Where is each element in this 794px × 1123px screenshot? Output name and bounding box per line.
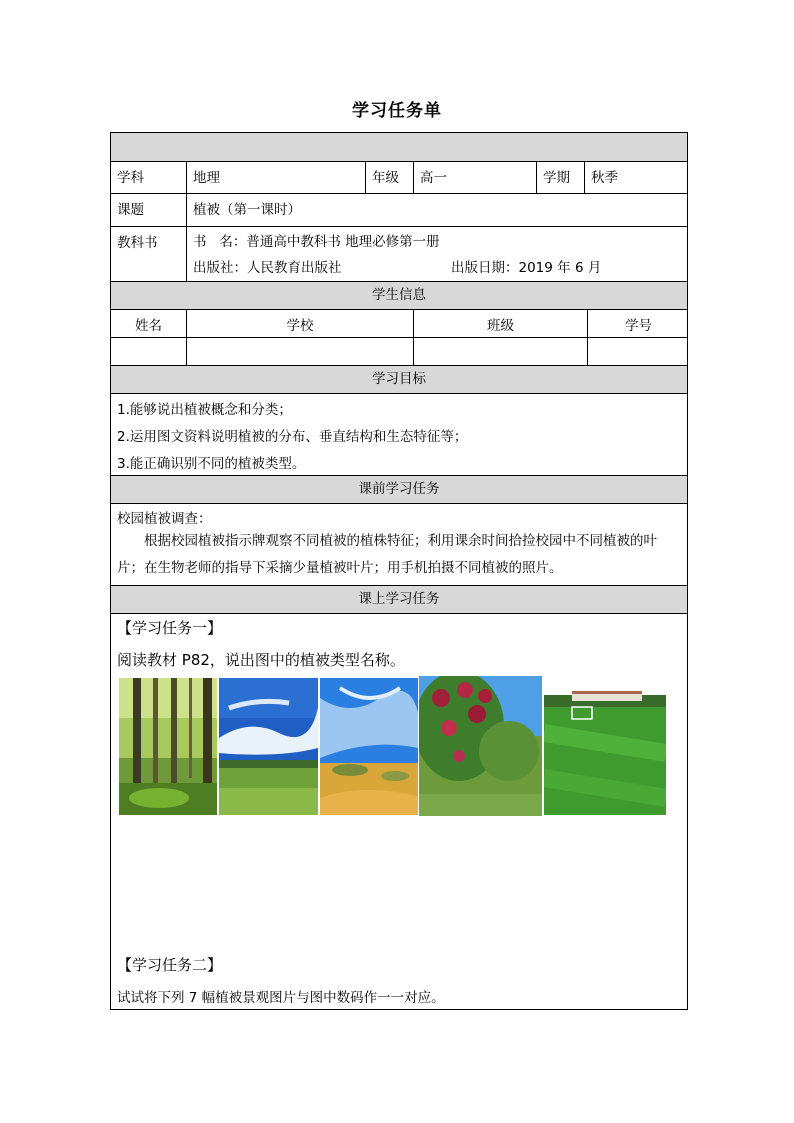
forest-photo <box>119 678 217 815</box>
term-label: 学期 <box>537 162 585 193</box>
book-name: 书 名：普通高中教科书 地理必修第一册 <box>193 234 440 250</box>
pre-task-body: 根据校园植被指示牌观察不同植被的植株特征；利用课余时间拾捡校园中不同植被的叶片；在生物老师的指导下采摘少量植被叶片；用手机拍摄不同植被的照片。 <box>117 533 657 576</box>
student-blank-row <box>111 338 687 366</box>
publish-date: 出版日期：2019 年 6 月 <box>451 260 602 276</box>
task1-text: 阅读教材 P82，说出图中的植被类型名称。 <box>117 651 405 669</box>
goal-item-3: 3.能正确识别不同的植被类型。 <box>117 456 306 472</box>
subject-label: 学科 <box>111 162 187 193</box>
col-student-id: 学号 <box>625 318 652 334</box>
goals-content <box>111 394 687 476</box>
orchard-photo <box>419 676 542 816</box>
publisher: 出版社：人民教育出版社 <box>193 260 342 276</box>
school-blank <box>187 338 414 365</box>
name-blank <box>111 338 187 365</box>
textbook-details <box>187 227 689 281</box>
student-id-blank <box>588 338 689 365</box>
grassland-photo <box>219 678 318 815</box>
course-info-row <box>111 162 687 194</box>
class-task-header: 课上学习任务 <box>111 586 687 614</box>
col-school: 学校 <box>187 310 414 337</box>
col-class: 班级 <box>414 310 588 337</box>
goals-header: 学习目标 <box>111 366 687 394</box>
student-header-row <box>111 310 687 338</box>
task-sheet-table <box>110 132 688 1010</box>
topic-label: 课题 <box>111 194 187 226</box>
task1-title: 【学习任务一】 <box>117 619 223 637</box>
pre-task-content <box>111 504 687 586</box>
class-blank <box>414 338 588 365</box>
top-blank-band <box>111 133 687 162</box>
textbook-label: 教科书 <box>111 227 187 281</box>
lawn-photo <box>544 683 666 815</box>
goal-item-2: 2.运用图文资料说明植被的分布、垂直结构和生态特征等； <box>117 429 468 445</box>
topic-row <box>111 194 687 227</box>
term-value: 秋季 <box>591 170 618 186</box>
topic-value: 植被（第一课时） <box>193 202 301 218</box>
student-info-header: 学生信息 <box>111 282 687 310</box>
desert-photo <box>320 678 418 815</box>
document-title: 学习任务单 <box>352 101 442 121</box>
pre-task-title: 校园植被调查： <box>117 511 212 527</box>
grade-value: 高一 <box>414 162 537 193</box>
grade-label: 年级 <box>366 162 414 193</box>
textbook-row <box>111 227 687 282</box>
goal-item-1: 1.能够说出植被概念和分类； <box>117 402 292 418</box>
task2-text: 试试将下列 7 幅植被景观图片与图中数码作一一对应。 <box>117 990 445 1006</box>
task2-title: 【学习任务二】 <box>117 956 223 974</box>
col-name: 姓名 <box>111 310 187 337</box>
subject-value: 地理 <box>187 162 366 193</box>
pre-task-header: 课前学习任务 <box>111 476 687 504</box>
